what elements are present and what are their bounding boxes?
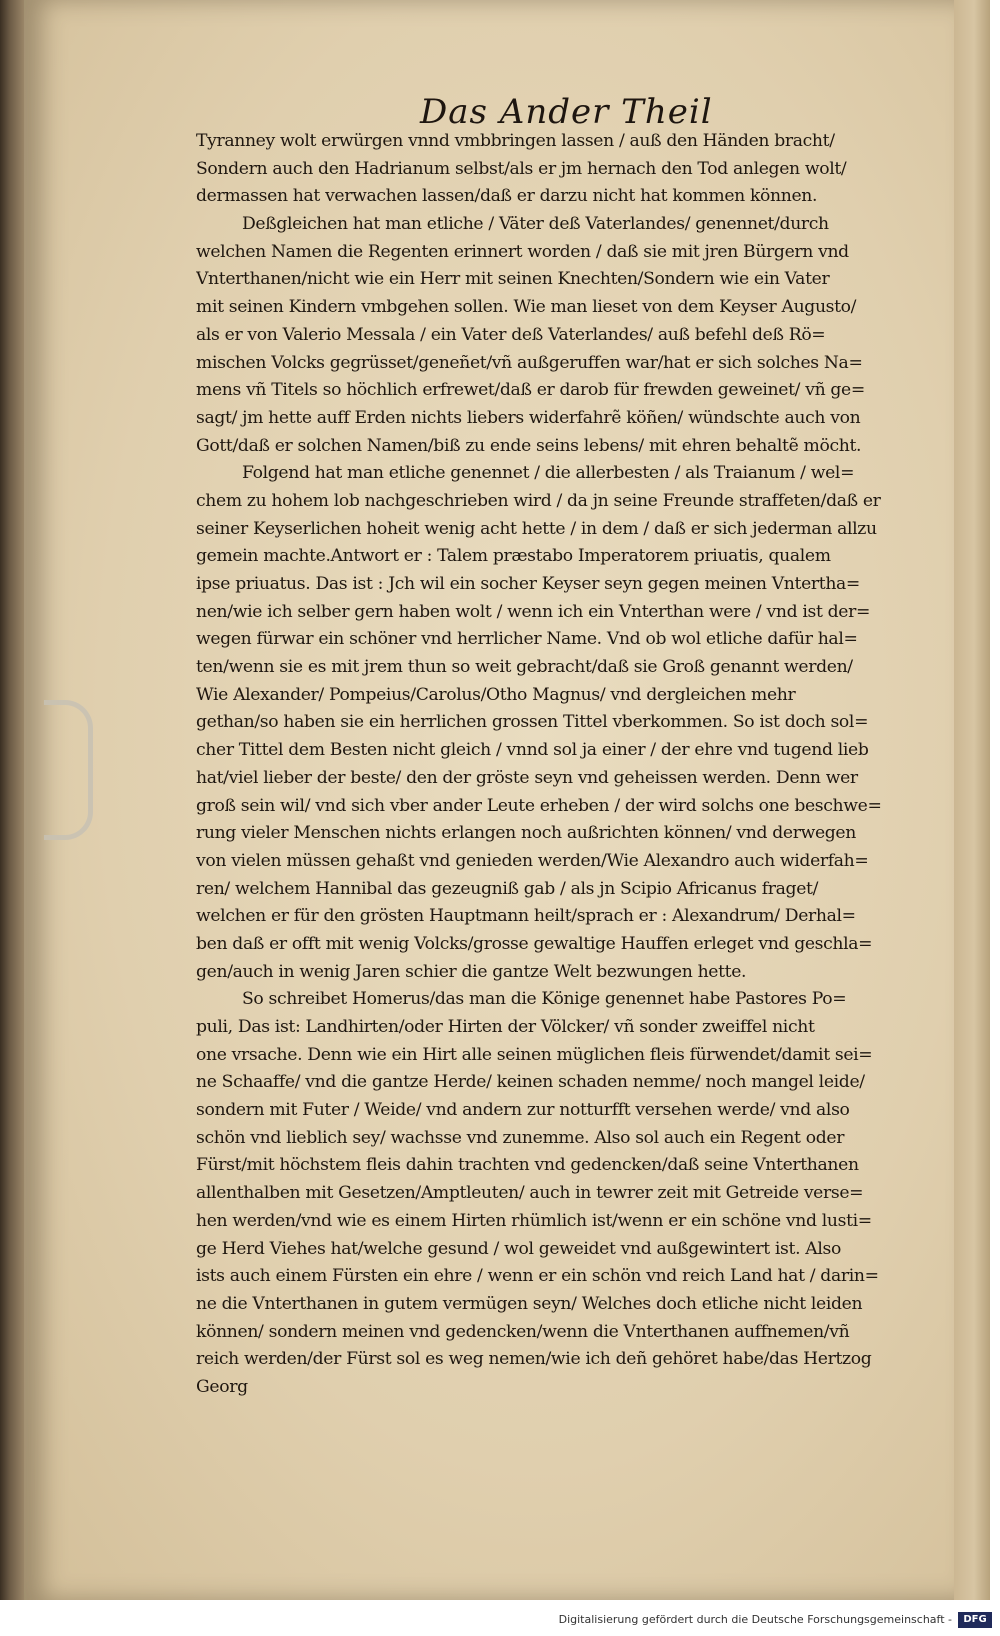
text-line: sagt/ jm hette auff Erden nichts liebers widerfahrẽ köñen/ wündschte auch von <box>196 407 861 428</box>
book-spine-edge <box>0 0 24 1600</box>
text-line: Deßgleichen hat man etliche / Väter deß Vaterlandes/ genennet/durch <box>242 214 829 235</box>
text-line: gen/auch in wenig Jaren schier die gantze Welt bezwungen hette. <box>196 961 747 982</box>
text-line: ipse priuatus. Das ist : Jch wil ein socher Keyser seyn gegen meinen Vntertha= <box>196 574 860 594</box>
text-line: puli, Das ist: Landhirten/oder Hirten der Völcker/ vñ sonder zweiffel nicht <box>196 1017 815 1037</box>
text-line: hen werden/vnd wie es einem Hirten rhümlich ist/wenn er ein schöne vnd lusti= <box>196 1210 872 1231</box>
ribbon-bookmark <box>44 700 93 840</box>
text-line: von vielen müssen gehaßt vnd genieden werden/Wie Alexandro auch widerfah= <box>196 850 869 871</box>
catchword <box>196 1402 918 1430</box>
text-line: hat/viel lieber der beste/ den der gröste seyn vnd geheissen werden. Denn wer <box>196 767 858 788</box>
text-line: welchen er für den grösten Hauptmann heilt/sprach er : Alexandrum/ Derhal= <box>196 906 856 927</box>
text-line: groß sein wil/ vnd sich vber ander Leute erheben / der wird solchs one beschwe= <box>196 795 882 816</box>
text-line: Vnterthanen/nicht wie ein Herr mit seinen Knechten/Sondern wie ein Vater <box>196 269 830 290</box>
page-body <box>196 128 918 1458</box>
text-line: als er von Valerio Messala / ein Vater deß Vaterlandes/ auß befehl deß Rö= <box>196 324 826 345</box>
text-line: Wie Alexander/ Pompeius/Carolus/Otho Magnus/ vnd dergleichen mehr <box>196 684 796 705</box>
text-line: chem zu hohem lob nachgeschrieben wird / da jn seine Freunde straffeten/daß er <box>196 490 881 511</box>
text-line: gemein machte.Antwort er : Talem præstabo Imperatorem priuatis, qualem <box>196 546 831 567</box>
text-line: one vrsache. Denn wie ein Hirt alle seinen müglichen fleis fürwendet/damit sei= <box>196 1044 873 1065</box>
text-line: welchen Namen die Regenten erinnert worden / daß sie mit jren Bürgern vnd <box>196 241 849 262</box>
text-line: mens vñ Titels so höchlich erfrewet/daß er darob für frewden geweinet/ vñ ge= <box>196 380 865 401</box>
text-line: cher Tittel dem Besten nicht gleich / vnnd sol ja einer / der ehre vnd tugend lieb <box>196 740 869 761</box>
text-line: ists auch einem Fürsten ein ehre / wenn er ein schön vnd reich Land hat / darin= <box>196 1266 879 1287</box>
text-line: nen/wie ich selber gern haben wolt / wenn ich ein Vnterthan were / vnd ist der= <box>196 601 871 622</box>
text-line: ben daß er offt mit wenig Volcks/grosse gewaltige Hauffen erleget vnd geschla= <box>196 933 873 954</box>
text-line: mischen Volcks gegrüsset/geneñet/vñ außgeruffen war/hat er sich solches Na= <box>196 352 863 373</box>
text-line: ren/ welchem Hannibal das gezeugniß gab / als jn Scipio Africanus fraget/ <box>196 878 819 899</box>
text-line: gethan/so haben sie ein herrlichen grossen Tittel vberkommen. So ist doch sol= <box>196 712 869 733</box>
digitization-footer <box>0 1610 1000 1632</box>
text-line: ge Herd Viehes hat/welche gesund / wol geweidet vnd außgewintert ist. Also <box>196 1238 841 1259</box>
text-line: Georg <box>196 1376 248 1397</box>
text-line: dermassen hat verwachen lassen/daß er darzu nicht hat kommen können. <box>196 186 818 207</box>
dfg-logo: DFG <box>958 1612 992 1628</box>
text-line: Sondern auch den Hadrianum selbst/als er jm hernach den Tod anlegen wolt/ <box>196 158 847 179</box>
text-line: So schreibet Homerus/das man die Könige genennet habe Pastores Po= <box>242 989 847 1010</box>
text-line: Gott/daß er solchen Namen/biß zu ende seins lebens/ mit ehren behaltẽ möcht. <box>196 435 862 456</box>
running-header: Das Ander Theil <box>420 92 713 132</box>
funding-credit: Digitalisierung gefördert durch die Deutsche Forschungsgemeinschaft - <box>558 1613 952 1626</box>
text-line: ne die Vnterthanen in gutem vermügen seyn/ Welches doch etliche nicht leiden <box>196 1293 863 1314</box>
text-line: sondern mit Futer / Weide/ vnd andern zur notturfft versehen werde/ vnd also <box>196 1100 850 1121</box>
text-line: Folgend hat man etliche genennet / die allerbesten / als Traianum / wel= <box>242 463 855 484</box>
text-line: allenthalben mit Gesetzen/Amptleuten/ auch in tewrer zeit mit Getreide verse= <box>196 1183 864 1204</box>
text-line: ten/wenn sie es mit jrem thun so weit gebracht/daß sie Groß genannt werden/ <box>196 657 853 678</box>
text-line: wegen fürwar ein schöner vnd herrlicher Name. Vnd ob wol etliche dafür hal= <box>196 629 858 650</box>
text-line: schön vnd lieblich sey/ wachsse vnd zunemme. Also sol auch ein Regent oder <box>196 1127 845 1148</box>
text-line: ne Schaaffe/ vnd die gantze Herde/ keinen schaden nemme/ noch mangel leide/ <box>196 1072 865 1093</box>
text-line: seiner Keyserlichen hoheit wenig acht hette / in dem / daß er sich jederman allzu <box>196 518 877 539</box>
text-line: können/ sondern meinen vnd gedencken/wenn die Vnterthanen auffnemen/vñ <box>196 1321 850 1342</box>
text-line: rung vieler Menschen nichts erlangen noch außrichten können/ vnd derwegen <box>196 823 856 844</box>
text-line: Fürst/mit höchstem fleis dahin trachten vnd gedencken/daß seine Vnterthanen <box>196 1155 859 1176</box>
text-line: reich werden/der Fürst sol es weg nemen/wie ich deñ gehöret habe/das Hertzog <box>196 1349 872 1370</box>
text-line: mit seinen Kindern vmbgehen sollen. Wie man lieset von dem Keyser Augusto/ <box>196 297 857 318</box>
text-line: Tyranney wolt erwürgen vnnd vmbbringen lassen / auß den Händen bracht/ <box>196 131 835 151</box>
page-stack-edge <box>950 0 990 1600</box>
